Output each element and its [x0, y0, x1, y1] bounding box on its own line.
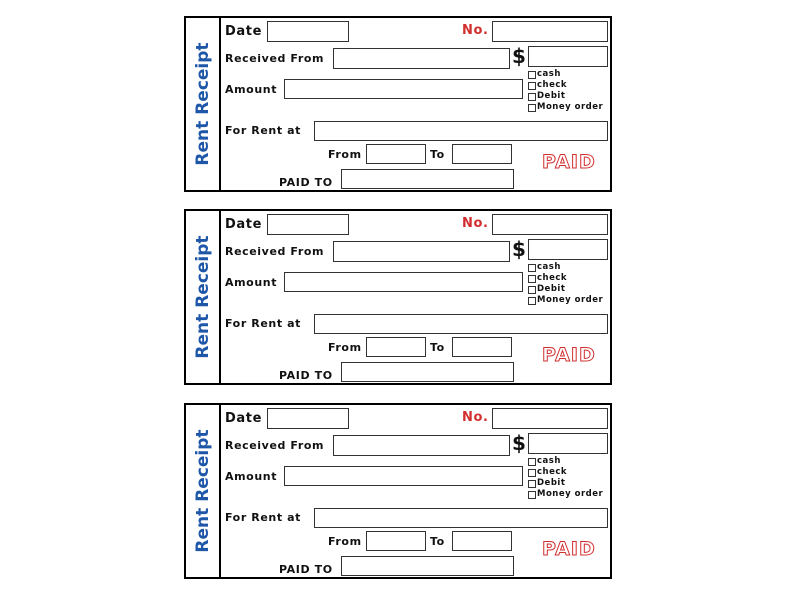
paid-to-label: PAID TO	[279, 563, 333, 576]
received-from-field[interactable]	[333, 435, 510, 456]
rent-receipt-2	[184, 209, 612, 385]
received-from-field[interactable]	[333, 48, 510, 69]
received-from-label: Received From	[225, 52, 325, 65]
from-label: From	[328, 341, 362, 354]
to-date-field[interactable]	[452, 531, 512, 551]
amount-label: Amount	[225, 470, 278, 483]
debit-checkbox[interactable]	[528, 286, 536, 294]
receipt-number-field[interactable]	[492, 21, 608, 42]
amount-words-field[interactable]	[284, 79, 523, 99]
receipt-number-label: No.	[462, 410, 489, 425]
money-order-checkbox[interactable]	[528, 491, 536, 499]
cash-checkbox[interactable]	[528, 458, 536, 466]
amount-label: Amount	[225, 83, 278, 96]
from-date-field[interactable]	[366, 337, 426, 357]
receipt-side-panel	[186, 405, 221, 577]
to-label: To	[430, 341, 445, 354]
receipt-number-label: No.	[462, 23, 489, 38]
date-label: Date	[225, 217, 262, 232]
paid-stamp: PAID	[542, 151, 596, 173]
paid-to-field[interactable]	[341, 556, 514, 576]
check-checkbox[interactable]	[528, 82, 536, 90]
for-rent-at-label: For Rent at	[225, 317, 302, 330]
check-checkbox[interactable]	[528, 469, 536, 477]
cash-label: cash	[537, 262, 561, 272]
from-label: From	[328, 535, 362, 548]
rent-receipt-1	[184, 16, 612, 192]
receipt-number-label: No.	[462, 216, 489, 231]
paid-to-label: PAID TO	[279, 176, 333, 189]
check-label: check	[537, 273, 568, 283]
receipt-title: Rent Receipt	[192, 429, 213, 553]
received-from-field[interactable]	[333, 241, 510, 262]
money-order-label: Money order	[537, 489, 604, 499]
dollar-sign: $	[512, 237, 526, 261]
paid-stamp: PAID	[542, 538, 596, 560]
receipt-side-panel	[186, 211, 221, 383]
date-field[interactable]	[267, 408, 349, 429]
debit-label: Debit	[537, 478, 566, 488]
amount-words-field[interactable]	[284, 272, 523, 292]
rent-receipt-3	[184, 403, 612, 579]
money-order-label: Money order	[537, 295, 604, 305]
for-rent-at-label: For Rent at	[225, 511, 302, 524]
receipt-title: Rent Receipt	[192, 42, 213, 166]
amount-number-field[interactable]	[528, 433, 608, 454]
date-label: Date	[225, 411, 262, 426]
for-rent-at-field[interactable]	[314, 314, 608, 334]
amount-number-field[interactable]	[528, 239, 608, 260]
receipt-number-field[interactable]	[492, 214, 608, 235]
amount-words-field[interactable]	[284, 466, 523, 486]
for-rent-at-label: For Rent at	[225, 124, 302, 137]
to-date-field[interactable]	[452, 144, 512, 164]
cash-label: cash	[537, 69, 561, 79]
for-rent-at-field[interactable]	[314, 508, 608, 528]
cash-label: cash	[537, 456, 561, 466]
check-checkbox[interactable]	[528, 275, 536, 283]
check-label: check	[537, 80, 568, 90]
debit-label: Debit	[537, 284, 566, 294]
to-label: To	[430, 148, 445, 161]
dollar-sign: $	[512, 431, 526, 455]
for-rent-at-field[interactable]	[314, 121, 608, 141]
paid-to-label: PAID TO	[279, 369, 333, 382]
paid-to-field[interactable]	[341, 169, 514, 189]
debit-checkbox[interactable]	[528, 480, 536, 488]
paid-stamp: PAID	[542, 344, 596, 366]
cash-checkbox[interactable]	[528, 71, 536, 79]
from-date-field[interactable]	[366, 531, 426, 551]
to-label: To	[430, 535, 445, 548]
amount-label: Amount	[225, 276, 278, 289]
dollar-sign: $	[512, 44, 526, 68]
to-date-field[interactable]	[452, 337, 512, 357]
money-order-checkbox[interactable]	[528, 297, 536, 305]
date-label: Date	[225, 24, 262, 39]
amount-number-field[interactable]	[528, 46, 608, 67]
paid-to-field[interactable]	[341, 362, 514, 382]
cash-checkbox[interactable]	[528, 264, 536, 272]
money-order-checkbox[interactable]	[528, 104, 536, 112]
debit-label: Debit	[537, 91, 566, 101]
debit-checkbox[interactable]	[528, 93, 536, 101]
from-label: From	[328, 148, 362, 161]
date-field[interactable]	[267, 214, 349, 235]
received-from-label: Received From	[225, 439, 325, 452]
check-label: check	[537, 467, 568, 477]
receipt-number-field[interactable]	[492, 408, 608, 429]
received-from-label: Received From	[225, 245, 325, 258]
date-field[interactable]	[267, 21, 349, 42]
from-date-field[interactable]	[366, 144, 426, 164]
receipt-title: Rent Receipt	[192, 235, 213, 359]
receipt-side-panel	[186, 18, 221, 190]
money-order-label: Money order	[537, 102, 604, 112]
